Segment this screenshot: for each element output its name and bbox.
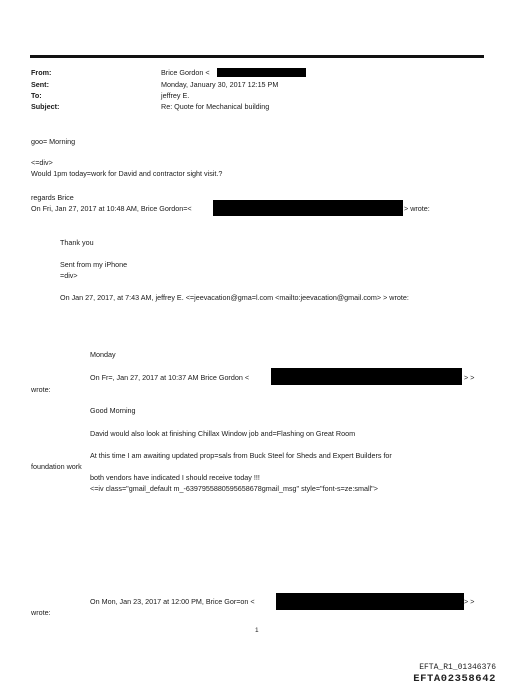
to-label: To: xyxy=(31,91,42,100)
quote3-prefix: On Fr=, Jan 27, 2017 at 10:37 AM Brice Gordon < xyxy=(90,373,250,382)
from-label: From: xyxy=(31,68,52,77)
redaction-quote4-email xyxy=(276,593,464,610)
good-morning-line: Good Morning xyxy=(90,406,136,415)
page-number: 1 xyxy=(255,627,259,634)
from-value: Brice Gordon < xyxy=(161,68,210,77)
quote3-suffix: > > xyxy=(464,373,475,382)
footer-id-small: EFTA_R1_01346376 xyxy=(419,663,496,672)
div-tag-line: <=div> xyxy=(31,158,53,167)
redaction-from-email xyxy=(217,68,306,77)
regards-line: regards Brice xyxy=(31,193,74,202)
awaiting-line: At this time I am awaiting updated prop=sals from Buck Steel for Sheds and Expert Builders for xyxy=(90,451,392,460)
foundation-line: foundation work xyxy=(31,462,82,471)
subject-label: Subject: xyxy=(31,102,60,111)
to-value: jeffrey E. xyxy=(161,91,190,100)
vendors-line: both vendors have indicated I should receive today !!! xyxy=(90,473,260,482)
top-rule xyxy=(30,55,484,58)
div-class-line: <=iv class="gmail_default m_-6397955880595658678gmail_msg" style="font-s=ze:small"> xyxy=(90,484,378,493)
redaction-quote1-email xyxy=(213,200,403,216)
wrote-line-2: wrote: xyxy=(31,608,51,617)
subject-value: Re: Quote for Mechanical building xyxy=(161,102,270,111)
quote1-suffix: > wrote: xyxy=(404,204,430,213)
wrote-line-1: wrote: xyxy=(31,385,51,394)
thank-you-line: Thank you xyxy=(60,238,94,247)
redaction-quote3-email xyxy=(271,368,462,385)
footer-id-large: EFTA02358642 xyxy=(413,673,496,685)
sent-label: Sent: xyxy=(31,80,49,89)
greeting-line: goo= Morning xyxy=(31,137,76,146)
quote4-prefix: On Mon, Jan 23, 2017 at 12:00 PM, Brice Gor=on < xyxy=(90,597,255,606)
sent-from-line: Sent from my iPhone xyxy=(60,260,128,269)
quote4-suffix: > > xyxy=(464,597,475,606)
quote1-prefix: On Fri, Jan 27, 2017 at 10:48 AM, Brice Gordon=< xyxy=(31,204,192,213)
question-line: Would 1pm today=work for David and contractor sight visit.? xyxy=(31,169,223,178)
div-tag-line-2: =div> xyxy=(60,271,78,280)
monday-line: Monday xyxy=(90,350,116,359)
david-line: David would also look at finishing Chillax Window job and=Flashing on Great Room xyxy=(90,429,356,438)
sent-value: Monday, January 30, 2017 12:15 PM xyxy=(161,80,279,89)
quote2-line: On Jan 27, 2017, at 7:43 AM, jeffrey E. <=jeevacation@gma=l.com <mailto:jeevacation@gmail.com> > wrote: xyxy=(60,293,409,302)
